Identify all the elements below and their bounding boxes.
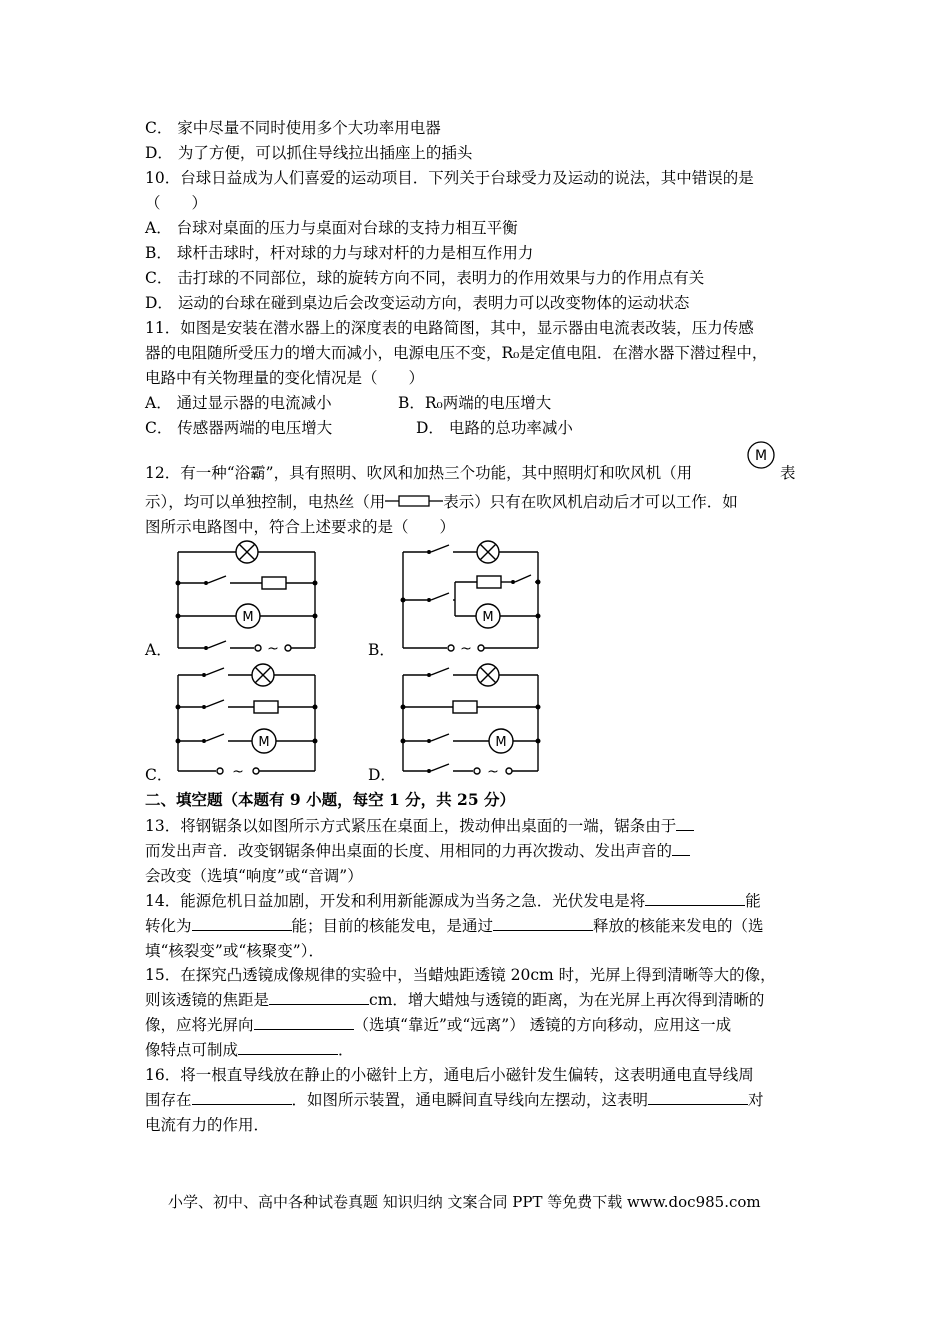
q13-line2 [145,841,690,861]
q11-option-a: A． 通过显示器的电流减小 [145,394,332,412]
svg-text:M: M [482,610,494,625]
q12-line2-text-b: 表示）只有在吹风机启动后才可以工作．如 [443,493,738,511]
q14-line1-text: 14．能源危机日益加剧，开发和利用新能源成为当务之急．光伏发电是将 [145,892,646,910]
q14-line1-end: 能 [745,892,761,910]
q15-blank-1[interactable] [269,990,369,1005]
q14-line2-text-b: 能；目前的核能发电，是通过 [291,917,494,935]
q14-line3: 填“核裂变”或“核聚变”）． [145,942,324,960]
q15-blank-3[interactable] [238,1040,338,1055]
q10-option-d: D． 运动的台球在碰到桌边后会改变运动方向，表明力可以改变物体的运动状态 [145,294,690,312]
q13-blank-1[interactable] [676,816,694,831]
q15-line1: 15．在探究凸透镜成像规律的实验中，当蜡烛距透镜 20cm 时，光屏上得到清晰等大的像， [145,966,776,984]
svg-text:~: ~ [267,641,279,657]
q13-line1 [145,816,694,836]
q11-option-c: C． 传感器两端的电压增大 [145,419,333,437]
q12-label-a: A． [145,641,172,659]
circuit-diagram-d [395,663,545,781]
q16-line2-text-b: ．如图所示装置，通电瞬间直导线向左摆动，这表明 [291,1091,649,1109]
svg-text:M: M [258,735,270,750]
resistor-symbol-icon [385,494,443,508]
q13-line3: 会改变（选填“响度”或“音调”） [145,867,363,885]
q12-line3: 图所示电路图中，符合上述要求的是（ ） [145,518,456,536]
q14-line2-text-c: 释放的核能来发电的（选 [593,917,764,935]
q12-line1 [145,463,692,483]
q10-option-b: B． 球杆击球时，杆对球的力与球对杆的力是相互作用力 [145,244,534,262]
q11-option-b: B．R₀两端的电压增大 [398,394,552,412]
q16-blank-2[interactable] [648,1090,748,1105]
q10-option-a: A． 台球对桌面的压力与桌面对台球的支持力相互平衡 [145,219,518,237]
q15-line3-text-b: （选填“靠近”或“远离”） 透镜的方向移动，应用这一成 [353,1016,732,1034]
svg-text:~: ~ [487,764,499,780]
q16-line2 [145,1090,764,1110]
q12-line1-end: 表 [780,464,796,482]
q14-line2 [145,916,764,936]
q11-option-d: D． 电路的总功率减小 [416,419,573,437]
q15-line4-text-b: ． [338,1041,354,1059]
q11-line1: 11．如图是安装在潜水器上的深度表的电路简图，其中，显示器由电流表改装，压力传感 [145,319,754,337]
q15-line2-text-b: cm．增大蜡烛与透镜的距离，为在光屏上再次得到清晰的 [369,991,765,1009]
q13-line1-text: 13．将钢锯条以如图所示方式紧压在桌面上，拨动伸出桌面的一端，锯条由于 [145,817,677,835]
q15-line2-text-a: 则该透镜的焦距是 [145,991,270,1009]
q12-label-d: D． [368,766,396,784]
q14-line1 [145,891,761,911]
svg-text:M: M [495,735,507,750]
q10-stem: 10．台球日益成为人们喜爱的运动项目．下列关于台球受力及运动的说法，其中错误的是 [145,169,754,187]
q14-blank-2[interactable] [192,916,292,931]
q10-paren: （ ） [145,194,208,212]
circuit-diagram-b [395,540,545,662]
svg-text:~: ~ [232,764,244,780]
svg-text:M: M [242,610,254,625]
q12-line1-text: 12．有一种“浴霸”，具有照明、吹风和加热三个功能，其中照明灯和吹风机（用 [145,464,693,482]
q14-line2-text-a: 转化为 [145,917,192,935]
q12-label-c: C． [145,766,173,784]
q16-line2-text-c: 对 [748,1091,764,1109]
q16-line2-text-a: 围存在 [145,1091,192,1109]
q13-line2-text: 而发出声音．改变钢锯条伸出桌面的长度、用相同的力再次拨动、发出声音的 [145,842,673,860]
motor-symbol-icon [746,440,776,470]
q11-line3: 电路中有关物理量的变化情况是（ ） [145,369,425,387]
section2-title: 二、填空题（本题有 9 小题，每空 1 分，共 25 分） [145,790,516,809]
q15-line3-text-a: 像，应将光屏向 [145,1016,254,1034]
page-footer: 小学、初中、高中各种试卷真题 知识归纳 文案合同 PPT 等免费下载 www.doc985.com [168,1193,761,1211]
q15-blank-2[interactable] [254,1015,354,1030]
q16-blank-1[interactable] [192,1090,292,1105]
q12-label-b: B． [368,641,395,659]
q13-blank-2[interactable] [672,841,690,856]
q15-line3 [145,1015,731,1035]
motor-symbol-letter: M [754,448,768,464]
q16-line1: 16．将一根直导线放在静止的小磁针上方，通电后小磁针发生偏转，这表明通电直导线周 [145,1066,754,1084]
q14-blank-1[interactable] [645,891,745,906]
q11-line2: 器的电阻随所受压力的增大而减小，电源电压不变，R₀是定值电阻．在潜水器下潜过程中， [145,344,768,362]
q15-line2 [145,990,764,1010]
svg-text:~: ~ [460,641,472,657]
q12-line2 [145,492,738,512]
q15-line4-text-a: 像特点可制成 [145,1041,239,1059]
q15-line4 [145,1040,354,1060]
circuit-diagram-a [170,540,320,662]
q10-option-c: C． 击打球的不同部位，球的旋转方向不同，表明力的作用效果与力的作用点有关 [145,269,705,287]
option-c-prev: C． 家中尽量不同时使用多个大功率用电器 [145,119,441,137]
q14-blank-3[interactable] [493,916,593,931]
q16-line3: 电流有力的作用． [145,1116,270,1134]
option-d-prev: D． 为了方便，可以抓住导线拉出插座上的插头 [145,144,473,162]
circuit-diagram-c [170,663,320,781]
q12-line2-text-a: 示），均可以单独控制，电热丝（用 [145,493,386,511]
